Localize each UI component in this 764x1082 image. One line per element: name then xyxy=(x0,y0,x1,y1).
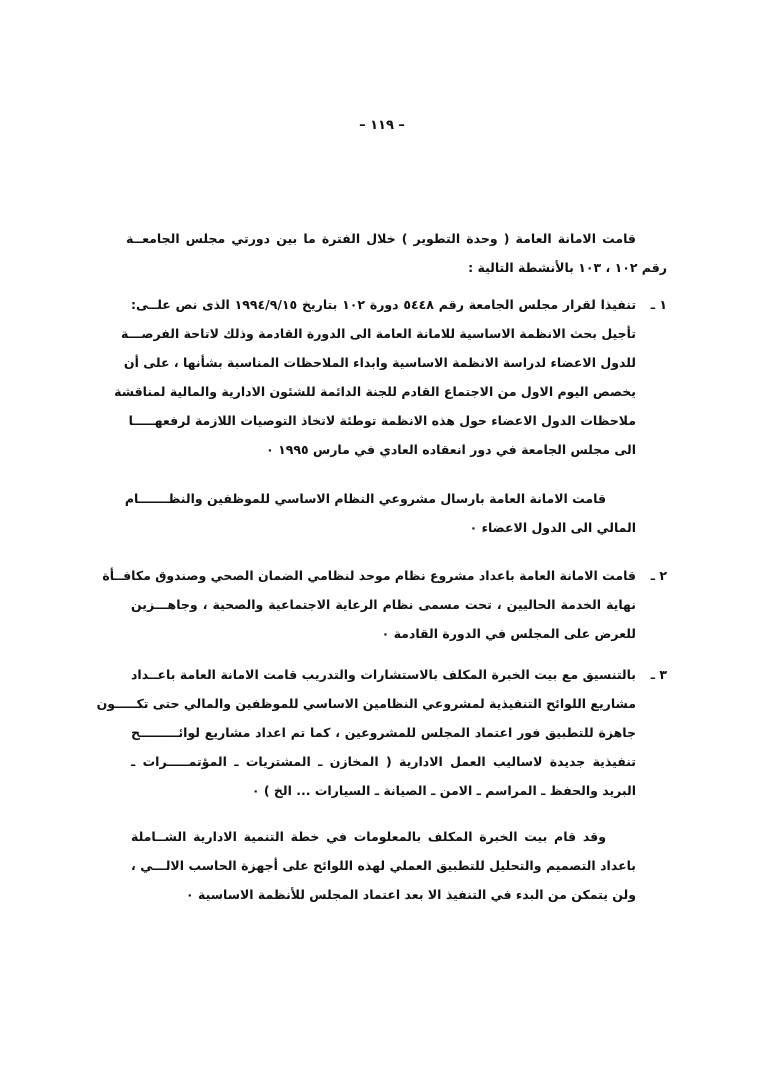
item2-line-1: قامت الامانة العامة باعداد مشروع نظام موحد لنظامي الضمان الصحي وصندوق مكافــأة xyxy=(102,568,636,583)
item1-line-3: للدول الاعضاء لدراسة الانظمة الاساسية وابداء الملاحظات المناسبة بشأنها ، على أن xyxy=(123,355,636,370)
item3-line-2: مشاريع اللوائح التنفيذية لمشروعي النظامين الاساسي للموظفين والمالي حتى تكـــــون xyxy=(96,696,636,711)
item3-line-3: جاهزة للتطبيق فور اعتماد المجلس للمشروعين ، كما تم اعداد مشاريع لوائـــــــــح xyxy=(131,725,636,740)
item1-sub-line-1: قامت الامانة العامة بارسال مشروعي النظام الاساسي للموظفين والنظـــــــام xyxy=(124,491,606,506)
item3-line-4: تنفيذية جديدة لاساليب العمل الادارية ( المخازن ـ المشتريات ـ المؤتمـــــرات ـ xyxy=(131,754,636,769)
item1-sub-line-2: المالي الى الدول الاعضاء ٠ xyxy=(469,520,636,535)
item1-line-1: تنفيذا لقرار مجلس الجامعة رقم ٥٤٤٨ دورة ١٠٢ بتاريخ ١٩٩٤/٩/١٥ الذى نص علــى: xyxy=(131,297,637,312)
item3-sub-line-3: ولن يتمكن من البدء في التنفيذ الا بعد اعتماد المجلس للأنظمة الاساسية ٠ xyxy=(186,887,636,902)
item3-line-5: البريد والحفظ ـ المراسم ـ الامن ـ الصيانة ـ السيارات ... الخ ) ٠ xyxy=(251,783,636,798)
item2-line-3: للعرض على المجلس في الدورة القادمة ٠ xyxy=(381,626,636,641)
page-number: – ١١٩ – xyxy=(359,118,405,133)
item3-sub-line-1: وقد قام بيت الخبرة المكلف بالمعلومات في خطة التنمية الادارية الشــاملة xyxy=(131,829,606,844)
item1-line-4: يخصص اليوم الاول من الاجتماع القادم للجنة الدائمة للشئون الادارية والمالية لمناقشة xyxy=(114,384,636,399)
item1-line-2: تأجيل بحث الانظمة الاساسية للامانة العامة الى الدورة القادمة وذلك لاتاحة الفرصـــة xyxy=(121,326,636,341)
intro-line-2: رقم ١٠٢ ، ١٠٣ بالأنشطة التالية : xyxy=(468,260,667,275)
item1-line-5: ملاحظات الدول الاعضاء حول هذه الانظمة توطئة لاتخاذ التوصيات اللازمة لرفعهـــــا xyxy=(128,413,636,428)
item1-line-6: الى مجلس الجامعة في دور انعقاده العادي في مارس ١٩٩٥ ٠ xyxy=(266,442,636,457)
item2-line-2: نهاية الخدمة الحاليين ، تحت مسمى نظام الرعاية الاجتماعية والصحية ، وجاهـــزين xyxy=(131,597,636,612)
item3-line-1: بالتنسيق مع بيت الخبرة المكلف بالاستشارات والتدريب قامت الامانة العامة باعــداد xyxy=(131,667,636,682)
item1-number: ١ ـ xyxy=(650,297,667,312)
item3-sub-line-2: باعداد التصميم والتحليل للتطبيق العملي لهذه اللوائح على أجهزة الحاسب الالـــي ، xyxy=(131,858,636,873)
item3-number: ٣ ـ xyxy=(650,667,667,682)
intro-line-1: قامت الامانة العامة ( وحدة التطوير ) خلال الفترة ما بين دورتي مجلس الجامعــة xyxy=(126,231,636,246)
item2-number: ٢ ـ xyxy=(650,568,667,583)
